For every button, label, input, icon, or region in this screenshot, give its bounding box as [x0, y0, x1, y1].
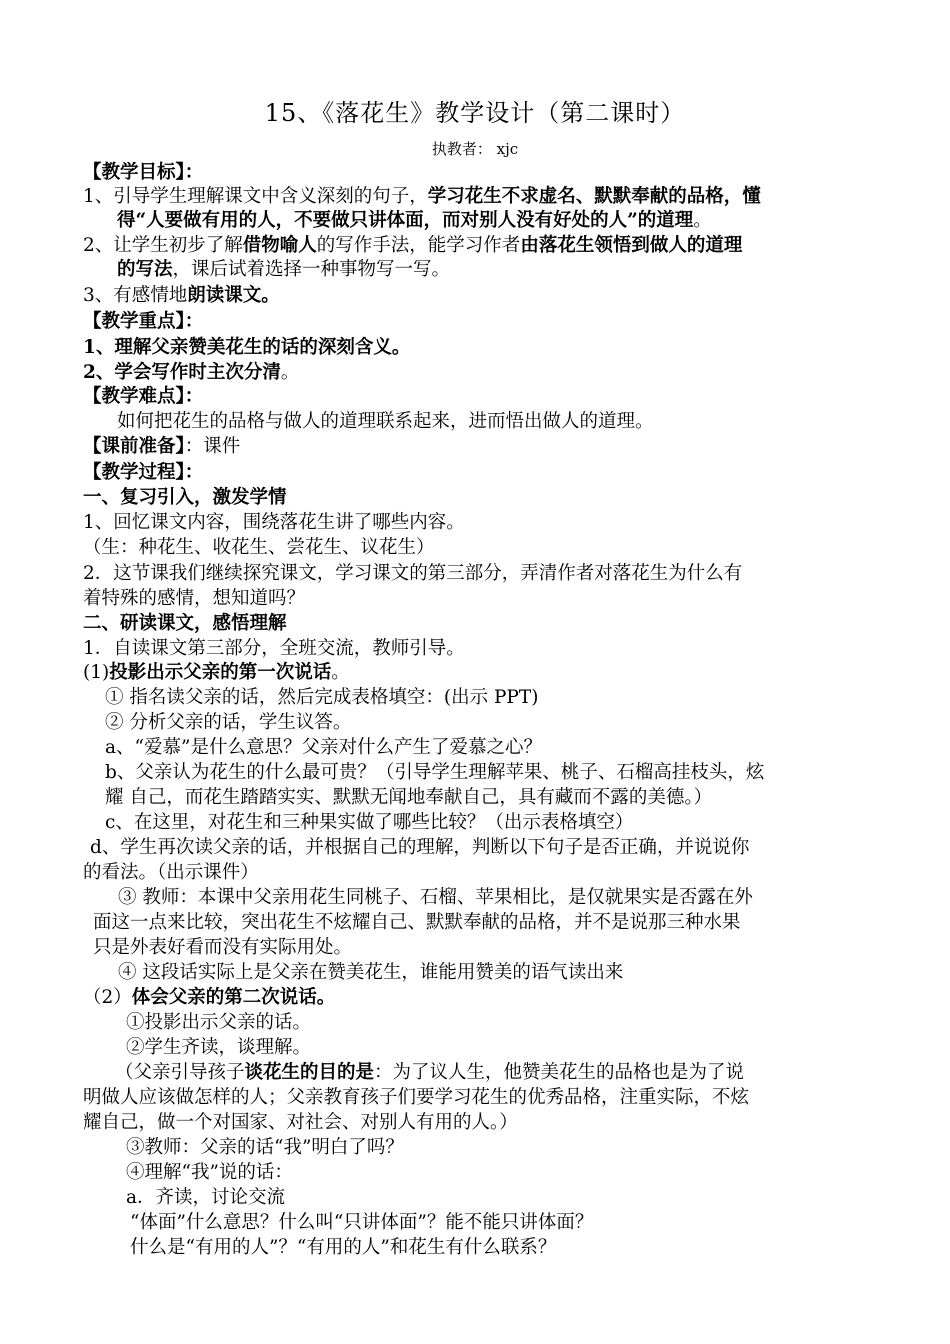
text-segment: ②学生齐读，谈理解。	[126, 1037, 312, 1058]
text-segment: ① 指名读父亲的话，然后完成表格填空：(出示 PPT)	[105, 687, 539, 708]
text-segment: ：为了议人生，他赞美花生的品格也是为了说	[374, 1062, 745, 1083]
text-segment: ② 分析父亲的话，学生议答。	[105, 712, 352, 733]
text-line	[105, 760, 895, 785]
bold-text: 的写法	[117, 259, 173, 280]
text-line	[83, 309, 873, 334]
text-line	[126, 1035, 916, 1060]
text-line	[126, 1160, 916, 1185]
bold-text: 谈花生的目的是	[244, 1062, 375, 1083]
bold-text: 一、复习引入，激发学情	[83, 487, 287, 508]
text-segment: 1、引导学生理解课文中含义深刻的句子，	[83, 186, 428, 207]
text-segment: 3、有感情地	[83, 285, 188, 306]
text-line	[83, 535, 873, 560]
text-segment: a．齐读，讨论交流	[126, 1187, 286, 1208]
text-segment: （生：种花生、收花生、尝花生、议花生）	[83, 537, 435, 558]
text-line	[93, 935, 883, 960]
bold-text: 2、学会写作时主次分清	[83, 362, 281, 383]
text-segment: c、在这里，对花生和三种果实做了哪些比较？（出示表格填空）	[105, 812, 634, 833]
document-title: 15、《落花生》教学设计（第二课时）	[264, 99, 686, 127]
text-segment: ：课件	[184, 436, 241, 457]
text-line	[83, 1110, 873, 1135]
bold-text: 体会父亲的第二次说话。	[131, 987, 336, 1008]
text-line	[126, 1135, 916, 1160]
text-line	[83, 184, 873, 209]
text-line	[83, 384, 873, 409]
text-segment: ①投影出示父亲的话。	[126, 1012, 312, 1033]
text-segment: 明做人应该做怎样的人；父亲教育孩子们要学习花生的优秀品格，注重实际，不炫	[83, 1087, 750, 1108]
text-line	[117, 208, 907, 233]
text-line	[83, 586, 873, 611]
text-line	[118, 960, 908, 985]
text-line	[118, 885, 908, 910]
text-line	[83, 860, 873, 885]
text-line	[83, 636, 873, 661]
text-segment: 。	[331, 662, 350, 683]
text-line	[93, 910, 883, 935]
text-segment: 着特殊的感情，想知道吗？	[83, 588, 306, 609]
bold-text: 借物喻人	[242, 235, 317, 256]
bold-text: 【教学过程】：	[83, 462, 204, 483]
text-segment: 只是外表好看而没有实际用处。	[93, 937, 353, 958]
text-segment: a、“爱慕”是什么意思？父亲对什么产生了爱慕之心？	[105, 737, 542, 758]
text-line	[105, 735, 895, 760]
bold-text: 【教学重点】：	[83, 311, 204, 332]
bold-text: 由落花生领悟到做人的道理	[520, 235, 743, 256]
text-segment: 耀 自己，而花生踏踏实实、默默无闻地奉献自己，具有藏而不露的美德。）	[105, 787, 713, 808]
text-line	[126, 1010, 916, 1035]
bold-text: 二、研读课文，感悟理解	[83, 613, 287, 634]
text-segment: ，课后试着选择一种事物写一写。	[172, 259, 451, 280]
text-segment: 1、回忆课文内容，围绕落花生讲了哪些内容。	[83, 512, 465, 533]
bold-text: 【教学难点】：	[83, 386, 204, 407]
text-segment: 耀自己，做一个对国家、对社会、对别人有用的人。）	[83, 1112, 518, 1133]
text-segment: 的看法。（出示课件）	[83, 862, 259, 883]
text-segment: b、父亲认为花生的什么最可贵？（引导学生理解苹果、桃子、石榴高挂枝头，炫	[105, 762, 765, 783]
author-line: 执教者： xjc	[431, 140, 519, 158]
text-line	[115, 1060, 905, 1085]
text-segment: ③教师：父亲的话“我”明白了吗？	[126, 1137, 404, 1158]
text-segment: “体面”什么意思？什么叫“只讲体面”？能不能只讲体面？	[130, 1212, 594, 1233]
text-line	[117, 257, 907, 282]
text-line	[130, 1235, 920, 1260]
bold-text: 朗读课文。	[187, 285, 280, 306]
text-line	[83, 660, 873, 685]
bold-text: 得“人要做有用的人，不要做只讲体面，而对别人没有好处的人”的道理	[117, 210, 694, 231]
text-line	[83, 460, 873, 485]
text-segment: (1)	[83, 662, 110, 683]
text-segment: 什么是“有用的人”？“有用的人”和花生有什么联系？	[130, 1237, 557, 1258]
text-line	[90, 835, 880, 860]
text-segment: （2）	[83, 987, 132, 1008]
text-segment: ④ 这段话实际上是父亲在赞美花生，谁能用赞美的语气读出来	[118, 962, 624, 983]
text-segment: 2．这节课我们继续探究课文，学习课文的第三部分，弄清作者对落花生为什么有	[83, 563, 743, 584]
text-segment: ③ 教师：本课中父亲用花生同桃子、石榴、苹果相比，是仅就果实是否露在外	[118, 887, 753, 908]
text-line	[83, 485, 873, 510]
text-line	[83, 510, 873, 535]
text-segment: d、学生再次读父亲的话，并根据自己的理解，判断以下句子是否正确，并说说你	[90, 837, 750, 858]
text-line	[126, 1185, 916, 1210]
text-line	[83, 611, 873, 636]
text-segment: 1．自读课文第三部分，全班交流，教师引导。	[83, 638, 465, 659]
text-line	[105, 785, 895, 810]
text-line	[83, 335, 873, 360]
bold-text: 投影出示父亲的第一次说话	[109, 662, 332, 683]
bold-text: 1、理解父亲赞美花生的话的深刻含义。	[83, 337, 411, 358]
text-segment: （父亲引导孩子	[115, 1062, 245, 1083]
text-line	[105, 710, 895, 735]
text-line	[117, 409, 907, 434]
bold-text: 学习花生不求虚名、默默奉献的品格，懂	[427, 186, 761, 207]
text-line	[83, 561, 873, 586]
text-segment: 如何把花生的品格与做人的道理联系起来，进而悟出做人的道理。	[117, 411, 654, 432]
text-segment: 。	[693, 210, 712, 231]
bold-text: 【课前准备】	[83, 436, 185, 457]
text-line	[83, 985, 873, 1010]
text-segment: 2、让学生初步了解	[83, 235, 243, 256]
text-line	[83, 233, 873, 258]
text-line	[83, 283, 873, 308]
text-line	[83, 360, 873, 385]
text-segment: 的写作手法，能学习作者	[316, 235, 521, 256]
bold-text: 【教学目标】：	[83, 162, 204, 183]
text-line	[130, 1210, 920, 1235]
text-line	[105, 810, 895, 835]
text-segment: 面这一点来比较，突出花生不炫耀自己、默默奉献的品格，并不是说那三种水果	[93, 912, 741, 933]
text-line	[83, 160, 873, 185]
text-segment: 。	[280, 362, 300, 383]
text-segment: ④理解“我”说的话：	[126, 1162, 293, 1183]
text-line	[83, 434, 873, 459]
text-line	[105, 685, 895, 710]
text-line	[83, 1085, 873, 1110]
